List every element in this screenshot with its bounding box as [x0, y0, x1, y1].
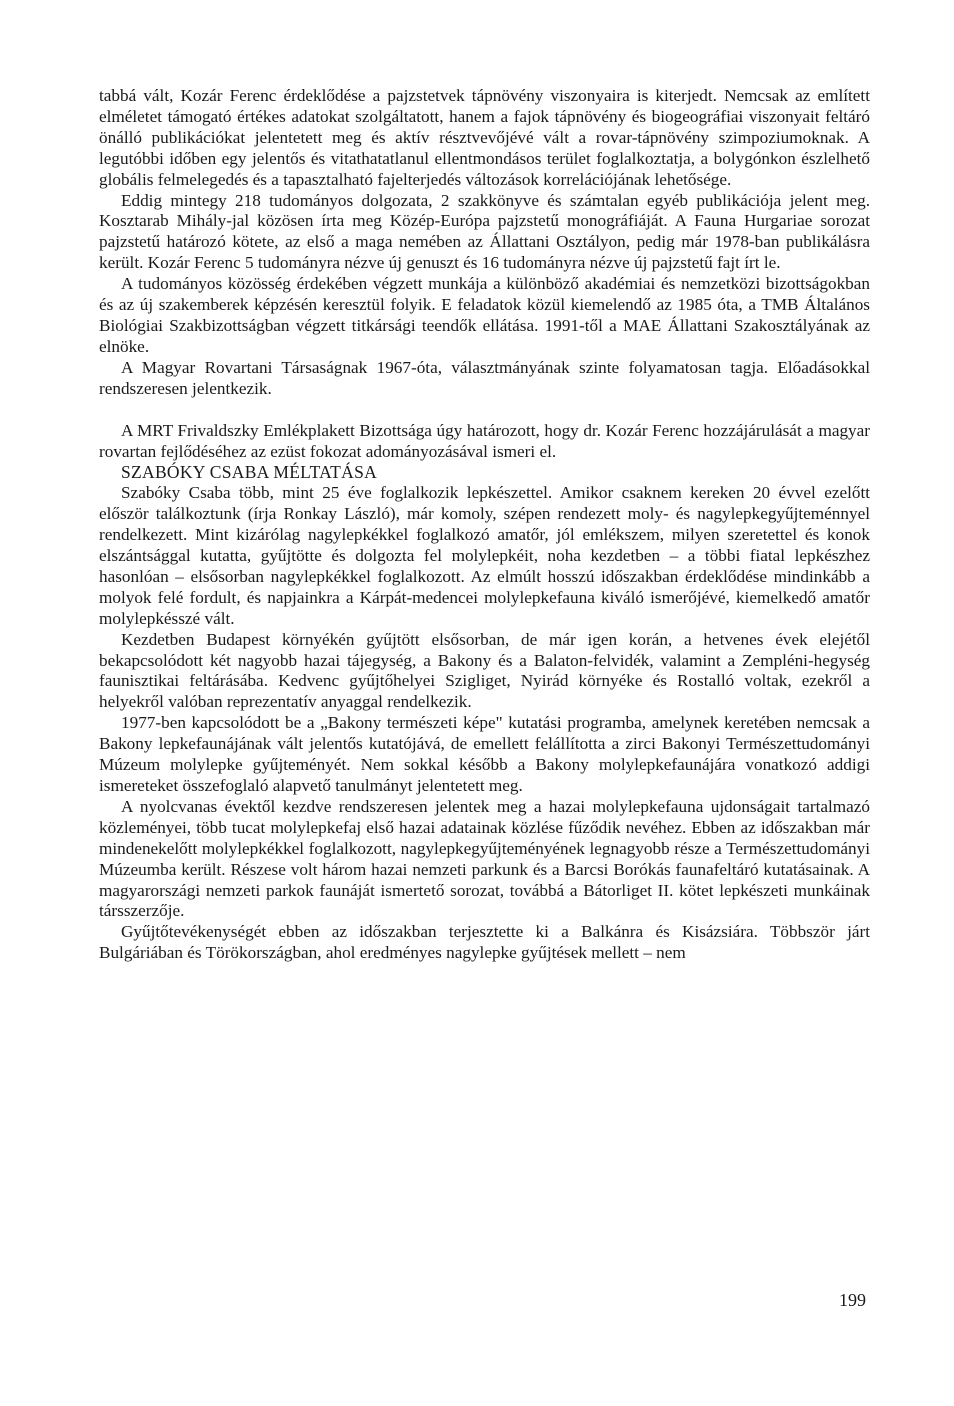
page-number: 199 [839, 1290, 866, 1310]
paragraph: Gyűjtőtevékenységét ebben az időszakban terjesztette ki a Balkánra és Kisázsiára. Többször járt Bulgáriában és Törökországban, ahol eredményes nagylepke gyűjtések mellett – nem [99, 922, 870, 963]
paragraph: Szabóky Csaba több, mint 25 éve foglalkozik lepkészettel. Amikor csaknem kereken 20 évvel ezelőtt először találkoztunk (írja Ronkay László), már komoly, szépen rendezett moly- és nagylepkegyűjteménnyel rendelkezett. Mint kizárólag nagylepkékkel foglalkozó amatőr, jól emlékszem, milyen szeretettel és konok elszántsággal kutatta, gyűjtötte és dolgozta fel molylepkéit, noha kezdetben – a többi fiatal lepkészhez hasonlóan – elsősorban nagylepkékkel foglalkozott. Az elmúlt hosszú időszakban érdeklődése mindinkább a molyok felé fordult, és napjainkra a Kárpát-medencei molylepkefauna kiváló ismerőjévé, kiemelkedő amatőr molylepkésszé vált. [99, 483, 870, 628]
paragraph: tabbá vált, Kozár Ferenc érdeklődése a pajzstetvek tápnövény viszonyaira is kiterjedt. Nemcsak az említett elméletet támogató értékes adatokat szolgáltatott, hanem a fajok tápnövény és biogeográfiai viszonyait feltáró önálló publikációkat jelentetett meg és aktív résztvevőjévé vált a rovar-tápnövény szimpoziumoknak. A legutóbbi időben egy jelentős és vitathatatlanul ellentmondásos terület foglalkoztatja, a bolygónkon észlelhető globális felmelegedés és a tapasztalható fajelterjedés változások korrelációjának lehetősége. [99, 86, 870, 189]
paragraph: A MRT Frivaldszky Emlékplakett Bizottsága úgy határozott, hogy dr. Kozár Ferenc hozzájárulását a magyar rovartan fejlődéséhez az ezüst fokozat adományozásával ismeri el. [99, 420, 870, 461]
paragraph: A Magyar Rovartani Társaságnak 1967-óta, választmányának szinte folyamatosan tagja. Előadásokkal rendszeresen jelentkezik. [99, 357, 870, 398]
paragraph: A tudományos közösség érdekében végzett munkája a különböző akadémiai és nemzetközi bizottságokban és az új szakemberek képzésén keresztül folyik. E feladatok közül kiemelendő az 1985 óta, a TMB Általános Biológiai Szakbizottságban végzett titkársági teendők ellátása. 1991-től a MAE Állattani Szakosztályának az elnöke. [99, 274, 870, 356]
paragraph: 1977-ben kapcsolódott be a „Bakony természeti képe" kutatási programba, amelynek keretében nemcsak a Bakony lepkefaunájának vált jelentős kutatójává, de emellett felállította a zirci Bakonyi Természettudományi Múzeum molylepke gyűjteményét. Nem sokkal később a Bakony molylepkefaunájára vonatkozó addigi ismereteket összefoglaló alapvető tanulmányt jelentetett meg. [99, 713, 870, 795]
paragraph: Kezdetben Budapest környékén gyűjtött elsősorban, de már igen korán, a hetvenes évek elejétől bekapcsolódott két nagyobb hazai tájegység, a Bakony és a Balaton-felvidék, valamint a Zempléni-hegység faunisztikai feltárásába. Kedvenc gyűjtőhelyei Szigliget, Nyirád környéke és Rostalló voltak, ezekről a helyekről valóban reprezentatív anyaggal rendelkezik. [99, 629, 870, 712]
paragraph: A nyolcvanas évektől kezdve rendszeresen jelentek meg a hazai molylepkefauna ujdonságait tartalmazó közleményei, több tucat molylepkefaj első hazai adatainak közlése fűződik nevéhez. Ebben az időszakban már mindenekelőtt molylepkékkel foglalkozott, nagylepkegyűjteményének legnagyobb része a Természettudományi Múzeumba került. Részese volt három hazai nemzeti parkunk és a Barcsi Borókás faunafeltáró kutatásainak. A magyarországi nemzeti parkok faunáját ismertető sorozat, továbbá a Bátorliget II. kötet lepkészeti munkáinak társszerzője. [99, 796, 870, 921]
paragraph: Eddig mintegy 218 tudományos dolgozata, 2 szakkönyve és számtalan egyéb publikációja jelent meg. Kosztarab Mihály-jal közösen írta meg Közép-Európa pajzstetű monográfiáját. A Fauna Hurgariae sorozat pajzstetű határozó kötete, az első a maga nemében az Állattani Osztályon, pedig már 1978-ban publikálásra került. Kozár Ferenc 5 tudományra nézve új genuszt és 16 tudományra nézve új pajzstetű fajt írt le. [99, 190, 870, 273]
section-title: SZABÓKY CSABA MÉLTATÁSA [121, 462, 378, 483]
page-text-block [99, 86, 870, 964]
